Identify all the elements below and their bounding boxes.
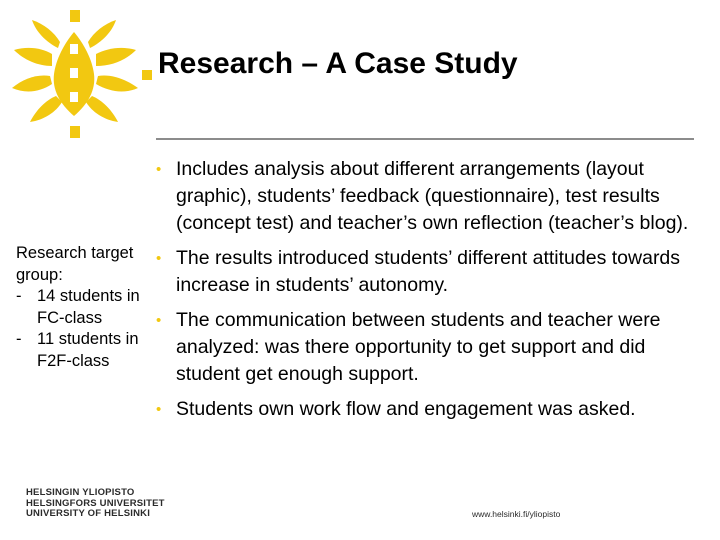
sidebar-heading: Research target group: <box>16 244 134 284</box>
list-item <box>154 307 714 388</box>
bullet-text: The communication between students and teacher were analyzed: was there opportunity to get support and did student get enough support. <box>176 309 661 385</box>
sidebar-target-group <box>16 243 156 372</box>
dash-marker: - <box>16 330 22 348</box>
sidebar-list <box>16 286 156 372</box>
bullet-icon: • <box>156 312 162 329</box>
list-item <box>16 329 156 372</box>
list-item-text: 11 students in F2F-class <box>37 330 139 370</box>
bullet-text: The results introduced students’ different attitudes towards increase in students’ autonomy. <box>176 247 681 296</box>
list-item <box>154 156 714 237</box>
bullet-icon: • <box>156 401 162 418</box>
university-name <box>26 488 165 520</box>
university-logo-icon <box>4 4 154 144</box>
university-name-fi: HELSINGIN YLIOPISTO <box>26 487 135 498</box>
bullet-icon: • <box>156 161 162 178</box>
list-item <box>154 396 714 423</box>
university-name-sv: HELSINGFORS UNIVERSITET <box>26 497 165 509</box>
list-item <box>16 286 156 329</box>
footer-url: www.helsinki.fi/yliopisto <box>472 509 561 519</box>
list-item-text: 14 students in FC-class <box>37 287 140 327</box>
list-item <box>154 245 714 299</box>
title-divider <box>156 138 694 140</box>
bullet-text: Students own work flow and engagement was asked. <box>176 398 636 420</box>
bullet-list <box>154 156 714 423</box>
slide-title: Research – A Case Study <box>158 47 518 80</box>
university-name-en: UNIVERSITY OF HELSINKI <box>26 508 151 519</box>
bullet-text: Includes analysis about different arrangements (layout graphic), students’ feedback (questionnaire), test results (concept test) and teacher’s own reflection (teacher’s blog). <box>176 158 689 234</box>
main-content <box>154 156 714 431</box>
dash-marker: - <box>16 287 22 305</box>
bullet-icon: • <box>156 250 162 267</box>
